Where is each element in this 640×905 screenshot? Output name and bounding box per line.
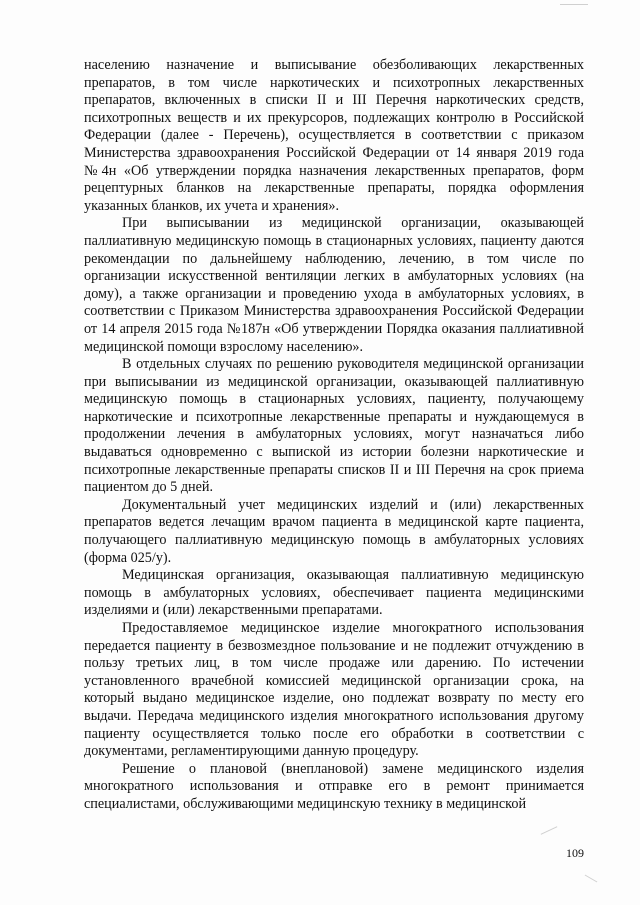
document-body	[84, 57, 584, 814]
scan-artifact-bottom-right	[585, 875, 598, 883]
page-number: 109	[566, 846, 584, 860]
paragraph-reusable-device: Предоставляемое медицинское изделие многократного использования передается пациенту в безвозмездное пользование и не подлежит отчуждению в пользу третьих лиц, в том числе продаже или дарению. По истечении установленного врачебной комиссией медицинской организации срока, на который выдано медицинское изделие, оно подлежат возврату по месту его выдачи. Передача медицинского изделия многократного использования другому пациенту осуществляется только после его обработки в соответствии с документами, регламентирующими данную процедуру.	[84, 620, 584, 760]
paragraph-replacement-decision: Решение о плановой (внеплановой) замене медицинского изделия многократного использования и отправке его в ремонт принимается специалистами, обслуживающими медицинскую технику в медицинской	[84, 760, 584, 812]
paragraph-special-cases: В отдельных случаях по решению руководителя медицинской организации при выписывании из медицинской организации, оказывающей паллиативную медицинскую помощь в стационарных условиях, пациенту, получающему наркотические и психотропные лекарственные препараты и нуждающемуся в продолжении лечения в амбулаторных условиях, могут назначаться либо выдаваться одновременно с выпиской из истории болезни наркотические и психотропные лекарственные препараты списков II и III Перечня на срок приема пациентом до 5 дней.	[84, 356, 584, 496]
scan-artifact-corner	[541, 826, 558, 835]
paragraph-outpatient-provision: Медицинская организация, оказывающая паллиативную медицинскую помощь в амбулаторных условиях, обеспечивает пациента медицинскими изделиями и (или) лекарственными препаратами.	[84, 567, 584, 619]
scan-artifact-top	[560, 4, 588, 5]
paragraph-documentary-accounting: Документальный учет медицинских изделий и (или) лекарственных препаратов ведется лечащим врачом пациента в медицинской карте пациента, получающего паллиативную медицинскую помощь в амбулаторных условиях (форма 025/у).	[84, 496, 584, 566]
paragraph-discharge-recommendations: При выписывании из медицинской организации, оказывающей паллиативную медицинскую помощь в стационарных условиях, пациенту даются рекомендации по дальнейшему наблюдению, лечению, в том числе по организации искусственной вентиляции легких в амбулаторных условиях (на дому), а также организации и проведению ухода в амбулаторных условиях, в соответствии с Приказом Министерства здравоохранения Российской Федерации от 14 апреля 2015 года №187н «Об утверждении Порядка оказания паллиативной медицинской помощи взрослому населению».	[84, 215, 584, 355]
paragraph-continuation: населению назначение и выписывание обезболивающих лекарственных препаратов, в том числе наркотических и психотропных лекарственных препаратов, включенных в списки II и III Перечня наркотических средств, психотропных веществ и их прекурсоров, подлежащих контролю в Российской Федерации (далее - Перечень), осуществляется в соответствии с приказом Министерства здравоохранения Российской Федерации от 14 января 2019 года №4н «Об утверждении порядка назначения лекарственных препаратов, форм рецептурных бланков на лекарственные препараты, порядка оформления указанных бланков, их учета и хранения».	[84, 57, 584, 214]
